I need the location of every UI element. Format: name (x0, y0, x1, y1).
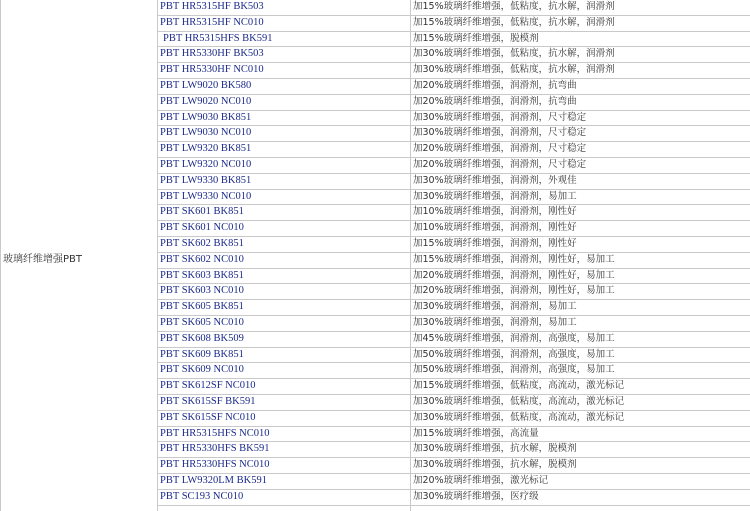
empty-cell (411, 505, 750, 511)
grade-cell[interactable]: PBT SK609 BK851 (158, 347, 411, 363)
grade-cell[interactable]: PBT HR5315HFS BK591 (158, 31, 411, 47)
description-cell: 加30%玻璃纤维增强，抗水解，脱模剂 (411, 458, 750, 474)
grade-cell[interactable]: PBT HR5315HF NC010 (158, 15, 411, 31)
description-cell: 加15%玻璃纤维增强，脱模剂 (411, 31, 750, 47)
description-cell: 加30%玻璃纤维增强，低粘度，高流动，激光标记 (411, 394, 750, 410)
grade-cell[interactable]: PBT HR5330HF NC010 (158, 63, 411, 79)
description-cell: 加10%玻璃纤维增强，润滑剂，刚性好 (411, 205, 750, 221)
grade-cell[interactable]: PBT HR5315HFS NC010 (158, 426, 411, 442)
grade-cell[interactable]: PBT LW9320LM BK591 (158, 473, 411, 489)
grade-cell[interactable]: PBT LW9030 NC010 (158, 126, 411, 142)
description-cell: 加15%玻璃纤维增强，润滑剂，刚性好，易加工 (411, 252, 750, 268)
description-cell: 加50%玻璃纤维增强，润滑剂，高强度，易加工 (411, 347, 750, 363)
description-cell: 加20%玻璃纤维增强，润滑剂，尺寸稳定 (411, 142, 750, 158)
description-cell: 加20%玻璃纤维增强，润滑剂，刚性好，易加工 (411, 284, 750, 300)
grade-cell[interactable]: PBT HR5330HFS NC010 (158, 458, 411, 474)
grade-cell[interactable]: PBT LW9330 NC010 (158, 189, 411, 205)
description-cell: 加15%玻璃纤维增强，低粘度，抗水解，润滑剂 (411, 0, 750, 15)
description-cell: 加30%玻璃纤维增强，润滑剂，易加工 (411, 189, 750, 205)
description-cell: 加10%玻璃纤维增强，润滑剂，刚性好 (411, 221, 750, 237)
description-cell: 加20%玻璃纤维增强，激光标记 (411, 473, 750, 489)
description-cell: 加30%玻璃纤维增强，医疗级 (411, 489, 750, 505)
grade-cell[interactable]: PBT HR5315HF BK503 (158, 0, 411, 15)
grade-cell[interactable]: PBT SK603 BK851 (158, 268, 411, 284)
empty-cell (158, 505, 411, 511)
description-cell: 加30%玻璃纤维增强，抗水解，脱模剂 (411, 442, 750, 458)
grade-cell[interactable]: PBT SK615SF NC010 (158, 410, 411, 426)
grade-cell[interactable]: PBT SK605 BK851 (158, 300, 411, 316)
grade-cell[interactable]: PBT LW9020 NC010 (158, 94, 411, 110)
description-cell: 加20%玻璃纤维增强，润滑剂，抗弯曲 (411, 94, 750, 110)
description-cell: 加30%玻璃纤维增强，润滑剂，尺寸稳定 (411, 126, 750, 142)
grade-cell[interactable]: PBT HR5330HFS BK591 (158, 442, 411, 458)
grade-cell[interactable]: PBT SK602 BK851 (158, 236, 411, 252)
grade-cell[interactable]: PBT SK612SF NC010 (158, 379, 411, 395)
grade-cell[interactable]: PBT SK609 NC010 (158, 363, 411, 379)
description-cell: 加20%玻璃纤维增强，润滑剂，尺寸稳定 (411, 157, 750, 173)
material-category-cell: 玻璃纤维增强PBT (1, 0, 158, 511)
grade-cell[interactable]: PBT SK603 NC010 (158, 284, 411, 300)
grade-cell[interactable]: PBT SC193 NC010 (158, 489, 411, 505)
product-grade-table-body (1, 0, 750, 511)
description-cell: 加45%玻璃纤维增强，润滑剂，高强度，易加工 (411, 331, 750, 347)
grade-cell[interactable]: PBT SK602 NC010 (158, 252, 411, 268)
grade-cell[interactable]: PBT LW9020 BK580 (158, 78, 411, 94)
table-row (1, 0, 750, 15)
description-cell: 加30%玻璃纤维增强，低粘度，抗水解，润滑剂 (411, 47, 750, 63)
description-cell: 加20%玻璃纤维增强，润滑剂，抗弯曲 (411, 78, 750, 94)
grade-cell[interactable]: PBT SK615SF BK591 (158, 394, 411, 410)
description-cell: 加50%玻璃纤维增强，润滑剂，高强度，易加工 (411, 363, 750, 379)
description-cell: 加30%玻璃纤维增强，润滑剂，易加工 (411, 300, 750, 316)
grade-cell[interactable]: PBT LW9030 BK851 (158, 110, 411, 126)
description-cell: 加15%玻璃纤维增强，润滑剂，刚性好 (411, 236, 750, 252)
description-cell: 加30%玻璃纤维增强，润滑剂，尺寸稳定 (411, 110, 750, 126)
grade-cell[interactable]: PBT SK601 NC010 (158, 221, 411, 237)
description-cell: 加15%玻璃纤维增强，高流量 (411, 426, 750, 442)
grade-cell[interactable]: PBT LW9320 NC010 (158, 157, 411, 173)
grade-cell[interactable]: PBT SK601 BK851 (158, 205, 411, 221)
description-cell: 加20%玻璃纤维增强，润滑剂，刚性好，易加工 (411, 268, 750, 284)
grade-cell[interactable]: PBT SK605 NC010 (158, 315, 411, 331)
description-cell: 加30%玻璃纤维增强，低粘度，抗水解，润滑剂 (411, 63, 750, 79)
description-cell: 加30%玻璃纤维增强，润滑剂，外观佳 (411, 173, 750, 189)
grade-cell[interactable]: PBT SK608 BK509 (158, 331, 411, 347)
description-cell: 加15%玻璃纤维增强，低粘度，高流动，激光标记 (411, 379, 750, 395)
description-cell: 加30%玻璃纤维增强，润滑剂，易加工 (411, 315, 750, 331)
description-cell: 加30%玻璃纤维增强，低粘度，高流动，激光标记 (411, 410, 750, 426)
description-cell: 加15%玻璃纤维增强，低粘度，抗水解，润滑剂 (411, 15, 750, 31)
grade-cell[interactable]: PBT HR5330HF BK503 (158, 47, 411, 63)
grade-cell[interactable]: PBT LW9320 BK851 (158, 142, 411, 158)
grade-cell[interactable]: PBT LW9330 BK851 (158, 173, 411, 189)
